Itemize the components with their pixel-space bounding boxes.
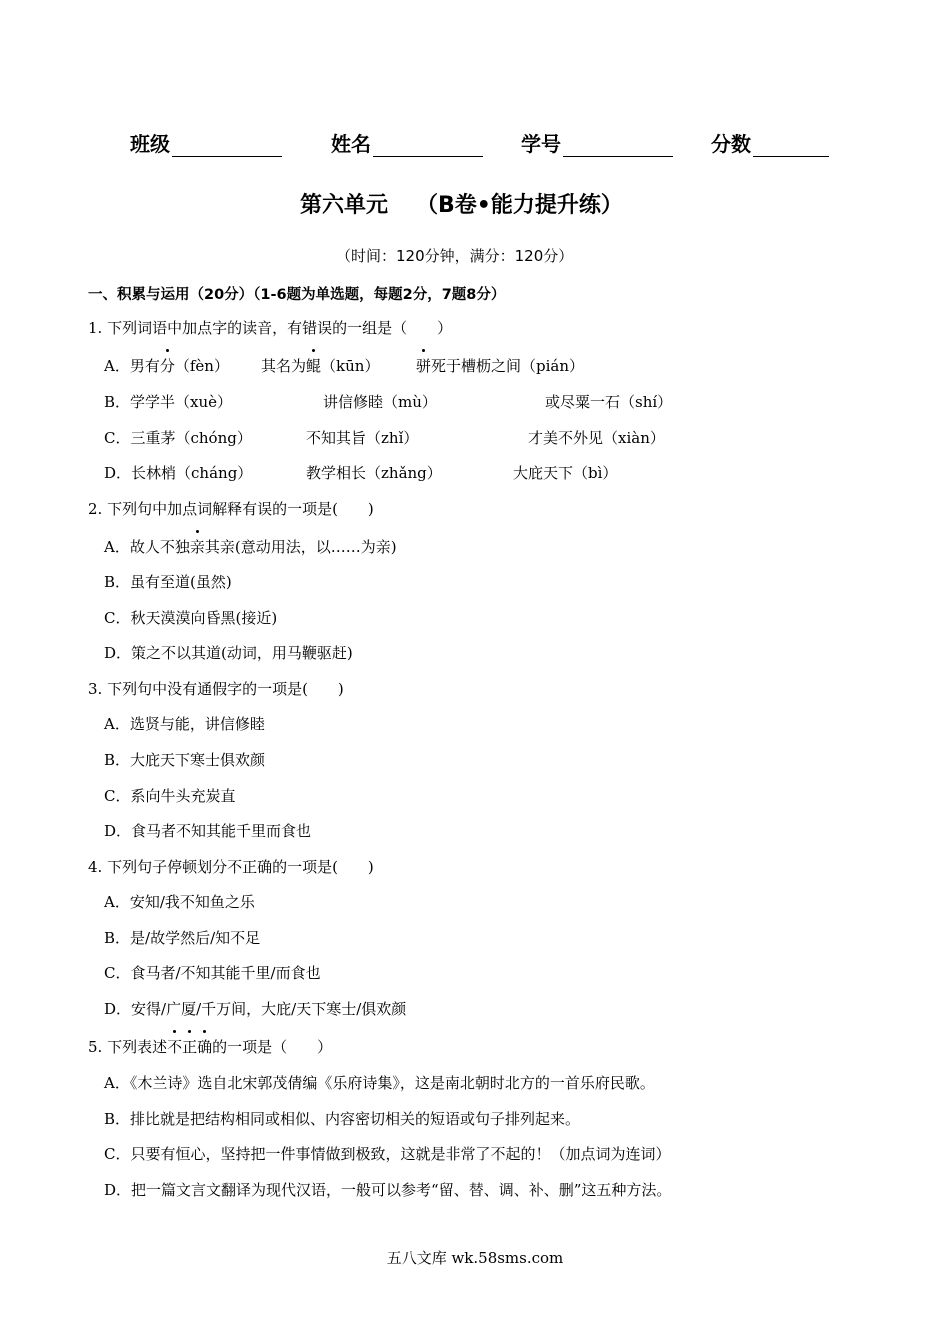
dotted-char: 不 xyxy=(167,1038,183,1056)
title-main: 第六单元 xyxy=(300,193,389,218)
question-3-option-c: C．系向牛头充炭直 xyxy=(104,787,236,805)
dotted-phrase xyxy=(167,1038,212,1056)
question-2-option-c: C．秋天漠漠向昏黑(接近) xyxy=(104,609,278,627)
q1-d-item-1: D．长林梢（cháng） xyxy=(104,464,253,482)
dotted-char: 正 xyxy=(182,1038,198,1056)
q1-a-item-2: 其名为鲲（kūn） xyxy=(261,357,380,375)
class-label: 班级 xyxy=(130,132,170,156)
student-id-label: 学号 xyxy=(521,132,561,156)
question-3-option-b: B．大庇天下寒士俱欢颜 xyxy=(104,751,266,769)
score-blank[interactable] xyxy=(753,136,829,157)
question-4-option-c: C．食马者/不知其能千里/而食也 xyxy=(104,964,321,982)
name-blank[interactable] xyxy=(373,136,483,157)
question-5-stem: 5. 下列表述不正确的一项是（ ） xyxy=(88,1038,333,1056)
class-blank[interactable] xyxy=(172,136,282,157)
score-label: 分数 xyxy=(711,132,751,156)
student-id-blank[interactable] xyxy=(563,136,673,157)
q1-b-item-3: 或尽粟一石（shí） xyxy=(545,393,673,411)
title-sub: （B卷•能力提升练） xyxy=(416,193,623,218)
dotted-char: 鲲 xyxy=(306,357,322,375)
question-4-stem: 4. 下列句子停顿划分不正确的一项是( ) xyxy=(88,858,374,876)
question-2-stem: 2. 下列句中加点词解释有误的一项是( ) xyxy=(88,500,374,518)
question-1-stem: 1. 下列词语中加点字的读音，有错误的一组是（ ） xyxy=(88,319,453,337)
exam-title xyxy=(300,188,623,219)
q1-b-item-1: B．学学半（xuè） xyxy=(104,393,233,411)
question-5-option-b: B．排比就是把结构相同或相似、内容密切相关的短语或句子排列起来。 xyxy=(104,1110,581,1128)
score-field xyxy=(711,128,829,157)
question-4-option-d: D．安得/广厦/千万间，大庇/天下寒士/俱欢颜 xyxy=(104,1000,407,1018)
question-5-option-d: D．把一篇文言文翻译为现代汉语，一般可以参考“留、替、调、补、删”这五种方法。 xyxy=(104,1181,672,1199)
question-2-option-d: D．策之不以其道(动词，用马鞭驱赶) xyxy=(104,644,353,662)
dotted-char: 分 xyxy=(159,357,175,375)
time-score-info: （时间：120分钟，满分：120分） xyxy=(336,247,574,265)
question-2-option-a: A．故人不独亲其亲(意动用法，以……为亲) xyxy=(104,538,397,556)
q1-c-item-2: 不知其旨（zhǐ） xyxy=(306,429,419,447)
dotted-char: 亲 xyxy=(189,538,205,556)
question-4-option-b: B．是/故学然后/知不足 xyxy=(104,929,261,947)
question-5-option-a: A．《木兰诗》选自北宋郭茂倩编《乐府诗集》，这是南北朝时北方的一首乐府民歌。 xyxy=(104,1074,655,1092)
q1-c-item-1: C．三重茅（chóng） xyxy=(104,429,252,447)
question-3-stem: 3. 下列句中没有通假字的一项是( ) xyxy=(88,680,344,698)
question-4-option-a: A．安知/我不知鱼之乐 xyxy=(104,893,255,911)
dotted-char: 确 xyxy=(197,1038,213,1056)
question-5-option-c: C．只要有恒心，坚持把一件事情做到极致，这就是非常了不起的！（加点词为连词） xyxy=(104,1145,671,1163)
student-id-field xyxy=(521,128,673,157)
name-label: 姓名 xyxy=(331,132,371,156)
section-heading: 一、积累与运用（20分）（1-6题为单选题，每题2分，7题8分） xyxy=(88,287,506,303)
q1-a-item-3: 骈死于槽枥之间（pián） xyxy=(416,357,585,375)
question-3-option-d: D．食马者不知其能千里而食也 xyxy=(104,822,312,840)
question-3-option-a: A．选贤与能，讲信修睦 xyxy=(104,715,265,733)
q1-c-item-3: 才美不外见（xiàn） xyxy=(528,429,665,447)
name-field xyxy=(331,128,483,157)
footer-watermark: 五八文库 wk.58sms.com xyxy=(386,1249,564,1267)
q1-d-item-2: 教学相长（zhǎng） xyxy=(306,464,442,482)
q1-d-item-3: 大庇天下（bì） xyxy=(513,464,618,482)
class-field xyxy=(130,128,282,157)
question-2-option-b: B．虽有至道(虽然) xyxy=(104,573,232,591)
q1-b-item-2: 讲信修睦（mù） xyxy=(323,393,437,411)
q1-a-item-1: A．男有分（fèn） xyxy=(104,357,229,375)
dotted-char: 骈 xyxy=(416,357,432,375)
